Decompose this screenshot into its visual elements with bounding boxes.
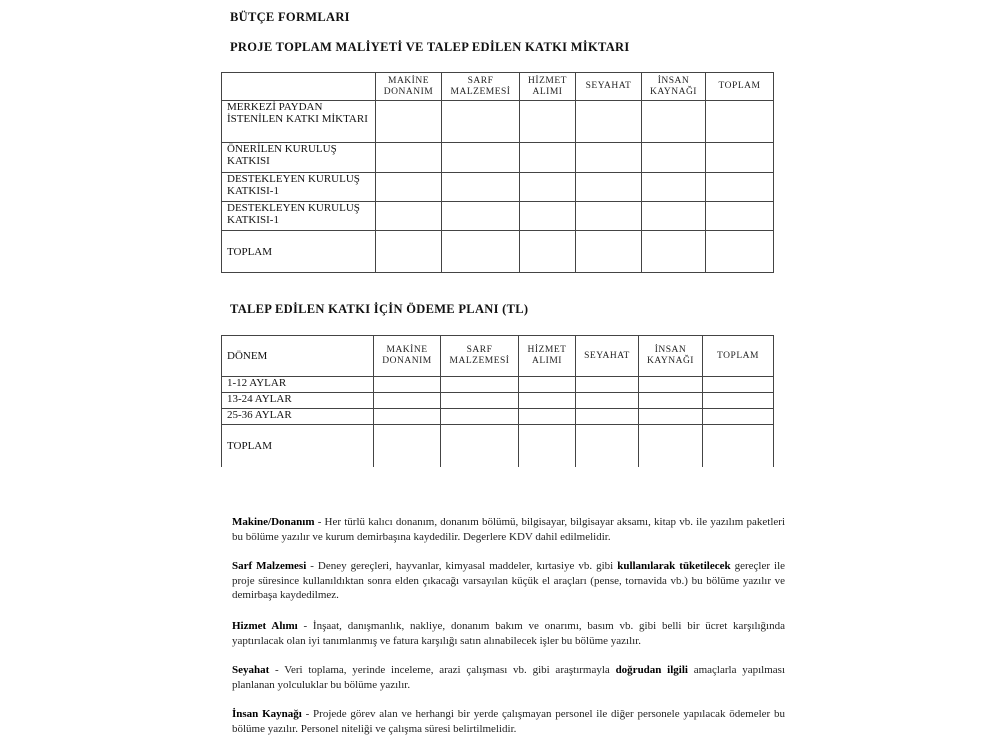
definition-text: - Veri toplama, yerinde inceleme, arazi çalışması vb. gibi araştırmayla (269, 664, 616, 676)
table-row (222, 143, 774, 173)
table-cell[interactable] (519, 393, 576, 409)
section-title-payment-plan: TALEP EDİLEN KATKI İÇİN ÖDEME PLANI (TL) (230, 302, 529, 316)
column-header: TOPLAM (706, 73, 774, 101)
table-cell[interactable] (519, 425, 576, 467)
column-header: İNSAN KAYNAĞI (639, 336, 703, 377)
section-title-cost-summary: PROJE TOPLAM MALİYETİ VE TALEP EDİLEN KATKI MİKTARI (230, 40, 630, 54)
row-label: 1-12 AYLAR (222, 377, 374, 393)
table-cell[interactable] (706, 173, 774, 202)
table-header-row (222, 336, 774, 377)
table-cell[interactable] (576, 231, 642, 273)
row-label: TOPLAM (222, 231, 376, 273)
table-cell[interactable] (442, 202, 520, 231)
table-cell[interactable] (441, 393, 519, 409)
row-label: ÖNERİLEN KURULUŞ KATKISI (222, 143, 376, 173)
table-cell[interactable] (642, 101, 706, 143)
payment-plan-table (221, 335, 774, 467)
definition-term: Hizmet Alımı (232, 620, 298, 632)
row-label: 25-36 AYLAR (222, 409, 374, 425)
definition-human-resources (232, 707, 785, 736)
definition-text: - Projede görev alan ve herhangi bir yerde çalışmayan personel ile diğer personele yapılacak ödemeler bu bölüme yazılır. Personel niteliği ve çalışma süresi belirtilmelidir. (232, 708, 785, 735)
definition-term: Seyahat (232, 664, 270, 676)
table-cell[interactable] (576, 173, 642, 202)
table-cell[interactable] (576, 409, 639, 425)
row-label: MERKEZİ PAYDAN İSTENİLEN KATKI MİKTARI (222, 101, 376, 143)
definition-travel (232, 663, 785, 692)
table-row (222, 425, 774, 467)
table-cell[interactable] (576, 393, 639, 409)
table-cell[interactable] (374, 425, 441, 467)
table-cell[interactable] (520, 231, 576, 273)
table-cell[interactable] (520, 202, 576, 231)
table-cell[interactable] (520, 143, 576, 173)
row-label: DESTEKLEYEN KURULUŞ KATKISI-1 (222, 202, 376, 231)
table-cell[interactable] (576, 101, 642, 143)
table-cell[interactable] (576, 143, 642, 173)
definition-text: amaçlarla yapılması planlanan yolculuklar bu bölüme yazılır. (232, 664, 785, 691)
table-cell[interactable] (442, 173, 520, 202)
column-header: MAKİNE DONANIM (374, 336, 441, 377)
definition-text: - İnşaat, danışmanlık, nakliye, donanım bakım ve onarımı, basım vb. gibi belli bir ücret karşılığında yaptırılacak olan iyi tanımlanmış ve fatura karşılığı satın alınabilecek işler bu bölüme yazılır. (232, 620, 785, 647)
table-cell[interactable] (642, 173, 706, 202)
column-header: HİZMET ALIMI (520, 73, 576, 101)
table-row (222, 393, 774, 409)
table-cell[interactable] (376, 231, 442, 273)
table-cell[interactable] (642, 202, 706, 231)
table-cell[interactable] (520, 173, 576, 202)
emphasis-text: kullanılarak tüketilecek (617, 560, 731, 572)
row-label: DESTEKLEYEN KURULUŞ KATKISI-1 (222, 173, 376, 202)
document-title: BÜTÇE FORMLARI (230, 10, 350, 24)
table-row (222, 202, 774, 231)
table-cell[interactable] (576, 377, 639, 393)
column-header: HİZMET ALIMI (519, 336, 576, 377)
table-cell[interactable] (639, 393, 703, 409)
table-cell[interactable] (441, 425, 519, 467)
table-cell[interactable] (442, 231, 520, 273)
column-header: SEYAHAT (576, 336, 639, 377)
column-header: İNSAN KAYNAĞI (642, 73, 706, 101)
table-cell[interactable] (374, 409, 441, 425)
table-cell[interactable] (706, 231, 774, 273)
table-cell[interactable] (374, 377, 441, 393)
table-cell[interactable] (706, 101, 774, 143)
table-cell[interactable] (703, 377, 774, 393)
column-header: TOPLAM (703, 336, 774, 377)
definition-text: - Deney gereçleri, hayvanlar, kimyasal maddeler, kırtasiye vb. gibi (306, 560, 618, 572)
table-cell[interactable] (519, 377, 576, 393)
table-cell[interactable] (376, 143, 442, 173)
definition-consumables (232, 559, 785, 603)
definition-term: Makine/Donanım (232, 516, 315, 528)
table-cell[interactable] (442, 101, 520, 143)
table-cell[interactable] (639, 425, 703, 467)
table-cell[interactable] (576, 202, 642, 231)
table-cell[interactable] (703, 409, 774, 425)
table-cell[interactable] (703, 393, 774, 409)
table-cell[interactable] (706, 143, 774, 173)
table-cell[interactable] (376, 101, 442, 143)
definition-machine-equipment (232, 515, 785, 544)
table-row (222, 101, 774, 143)
column-header: SEYAHAT (576, 73, 642, 101)
cost-summary-table (221, 72, 774, 273)
definition-service-procurement (232, 619, 785, 648)
table-cell[interactable] (639, 377, 703, 393)
emphasis-text: doğrudan ilgili (615, 664, 688, 676)
definition-term: Sarf Malzemesi (232, 560, 307, 572)
table-cell[interactable] (520, 101, 576, 143)
table-cell[interactable] (642, 231, 706, 273)
table-cell[interactable] (639, 409, 703, 425)
table-cell[interactable] (374, 393, 441, 409)
row-label: 13-24 AYLAR (222, 393, 374, 409)
table-row (222, 409, 774, 425)
column-header: MAKİNE DONANIM (376, 73, 442, 101)
table-cell[interactable] (376, 202, 442, 231)
definition-text: - Her türlü kalıcı donanım, donanım bölümü, bilgisayar, bilgisayar aksamı, kitap vb. ile yazılım paketleri bu bölüme yazılır ve kurum demirbaşına kaydedilir. Degerlere KDV dahil edilmelidir. (232, 516, 785, 543)
table-cell[interactable] (441, 377, 519, 393)
row-label: TOPLAM (222, 425, 374, 467)
table-cell[interactable] (441, 409, 519, 425)
table-cell[interactable] (642, 143, 706, 173)
column-header-period: DÖNEM (222, 336, 374, 377)
table-row (222, 377, 774, 393)
table-row (222, 231, 774, 273)
definition-text: gereçler ile proje süresince kullanıldıktan sonra elden çıkacağı varsayılan küçük el araçları (pense, tornavida vb.) bu bölüme yazılır ve demirbaşa kaydedilmez. (232, 560, 786, 601)
table-cell[interactable] (519, 409, 576, 425)
table-cell[interactable] (442, 143, 520, 173)
table-cell[interactable] (706, 202, 774, 231)
column-header: SARF MALZEMESİ (442, 73, 520, 101)
table-cell[interactable] (376, 173, 442, 202)
table-cell[interactable] (703, 425, 774, 467)
table-row (222, 173, 774, 202)
column-header: SARF MALZEMESİ (441, 336, 519, 377)
table-header-row (222, 73, 774, 101)
definition-term: İnsan Kaynağı (232, 708, 302, 720)
table-cell[interactable] (576, 425, 639, 467)
header-corner-cell (222, 73, 376, 101)
